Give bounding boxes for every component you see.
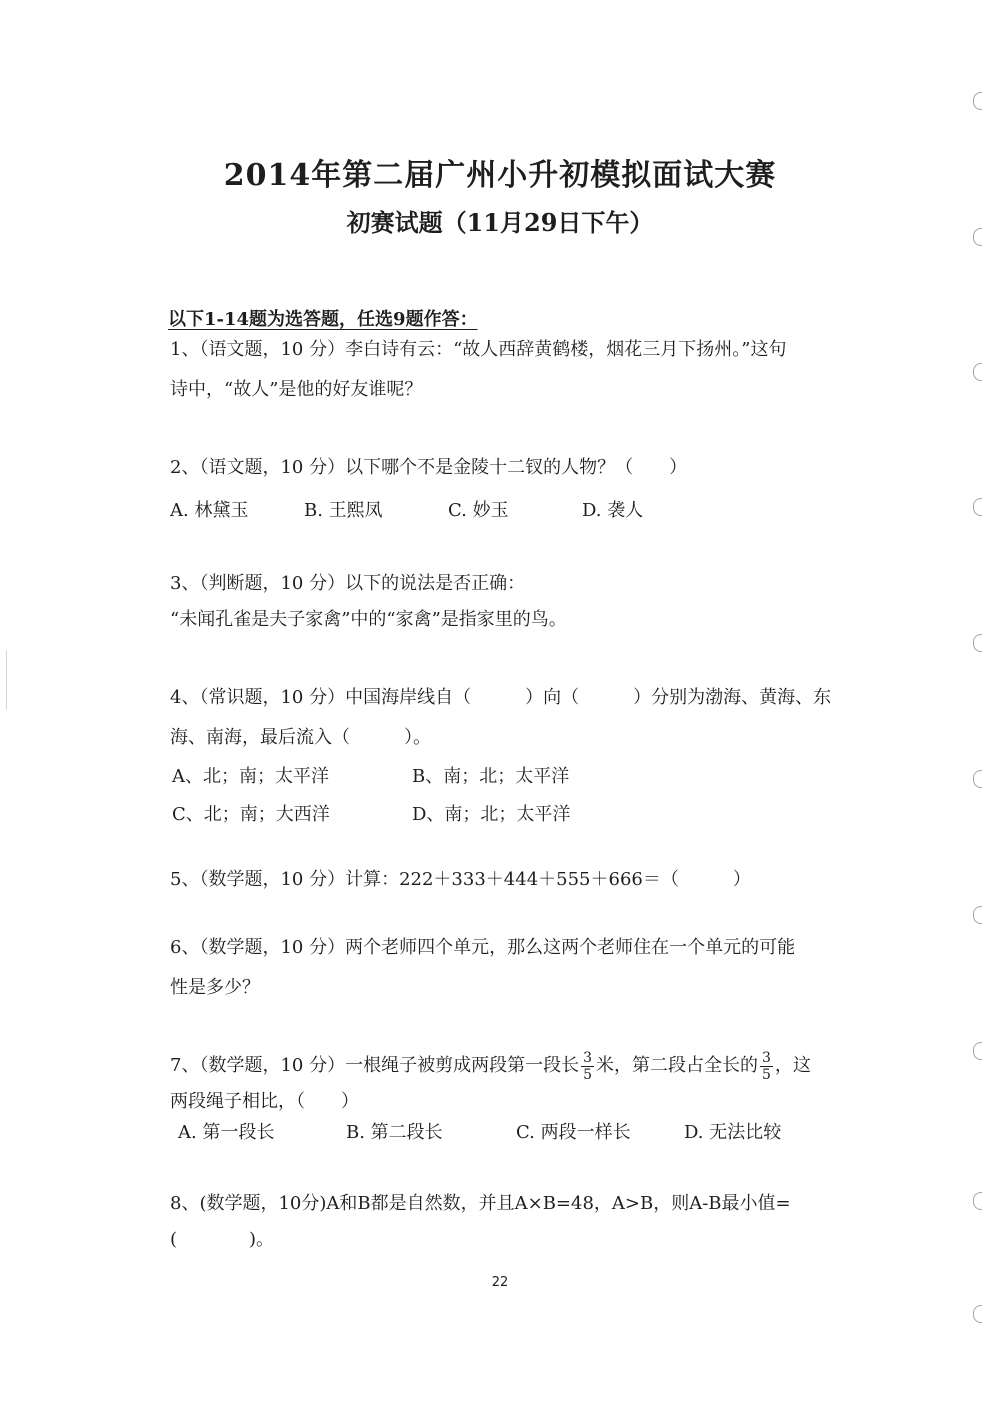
question-text: “未闻孔雀是夫子家禽”中的“家禽”是指家里的鸟。 — [170, 609, 567, 630]
question-text: 海、南海，最后流入（ ）。 — [170, 727, 431, 748]
question-text — [170, 1048, 860, 1084]
binder-hole-icon — [973, 1192, 982, 1210]
binder-hole-icon — [973, 92, 982, 110]
question-text: 3、（判断题，10 分）以下的说法是否正确： — [170, 573, 526, 594]
option-b: B. 第二段长 — [346, 1122, 443, 1143]
question-text-part: 7、（数学题，10 分）一根绳子被剪成两段第一段长 — [170, 1055, 580, 1076]
question-7 — [170, 1048, 860, 1120]
question-text: 性是多少？ — [170, 977, 260, 998]
option-d: D、南；北；太平洋 — [412, 804, 571, 825]
question-text-part: 米，第二段占全长的 — [596, 1055, 758, 1076]
fraction — [581, 1051, 594, 1082]
question-text: 6、（数学题，10 分）两个老师四个单元，那么这两个老师住在一个单元的可能 — [170, 937, 796, 958]
question-text-part: ，这 — [774, 1055, 811, 1076]
binder-hole-icon — [973, 1305, 982, 1323]
question-3 — [170, 566, 850, 638]
option-c: C. 两段一样长 — [516, 1122, 631, 1143]
question-text: 8、(数学题，10分)A和B都是自然数，并且A×B=48，A>B，则A-B最小值=( )。 — [170, 1193, 791, 1250]
scan-edge-mark — [6, 650, 7, 710]
option-d: D. 袭人 — [582, 500, 644, 521]
option-c: C、北；南；大西洋 — [172, 804, 330, 825]
fraction-numerator: 3 — [583, 1049, 592, 1066]
option-c: C. 妙玉 — [448, 500, 509, 521]
section-header: 以下1-14题为选答题，任选9题作答： — [168, 309, 478, 330]
fraction-numerator: 3 — [762, 1049, 771, 1066]
page-number: 22 — [491, 1275, 509, 1290]
question-6 — [170, 930, 850, 1006]
binder-hole-icon — [973, 770, 982, 788]
question-8 — [170, 1186, 860, 1258]
question-1 — [170, 332, 850, 408]
page-title: 2014年第二届广州小升初模拟面试大赛 — [223, 158, 777, 193]
question-4 — [170, 680, 850, 756]
question-2 — [170, 450, 850, 486]
binder-hole-icon — [973, 363, 982, 381]
page-subtitle: 初赛试题（11月29日下午） — [346, 208, 654, 237]
option-a: A. 第一段长 — [178, 1122, 275, 1143]
binder-hole-icon — [973, 1042, 982, 1060]
option-b: B、南；北；太平洋 — [412, 766, 570, 787]
question-text: 1、（语文题，10 分）李白诗有云：“故人西辞黄鹤楼，烟花三月下扬州。”这句 — [170, 339, 787, 360]
question-text: 两段绳子相比，（ ） — [170, 1091, 359, 1112]
option-a: A. 林黛玉 — [170, 500, 249, 521]
question-text: 2、（语文题，10 分）以下哪个不是金陵十二钗的人物？（ ） — [170, 457, 688, 478]
fraction — [760, 1051, 773, 1082]
binder-hole-icon — [973, 906, 982, 924]
option-b: B. 王熙凤 — [304, 500, 383, 521]
fraction-denominator: 5 — [762, 1066, 771, 1083]
binder-hole-icon — [973, 498, 982, 516]
question-text: 诗中，“故人”是他的好友谁呢？ — [170, 379, 423, 400]
question-text: 4、（常识题，10 分）中国海岸线自（ ）向（ ）分别为渤海、黄海、东 — [170, 687, 832, 708]
binder-hole-icon — [973, 634, 982, 652]
option-d: D. 无法比较 — [684, 1122, 782, 1143]
fraction-denominator: 5 — [583, 1066, 592, 1083]
question-5 — [170, 862, 850, 898]
question-text: 5、（数学题，10 分）计算：222＋333＋444＋555＋666＝（ ） — [170, 869, 751, 890]
option-a: A、北；南；太平洋 — [172, 766, 329, 787]
